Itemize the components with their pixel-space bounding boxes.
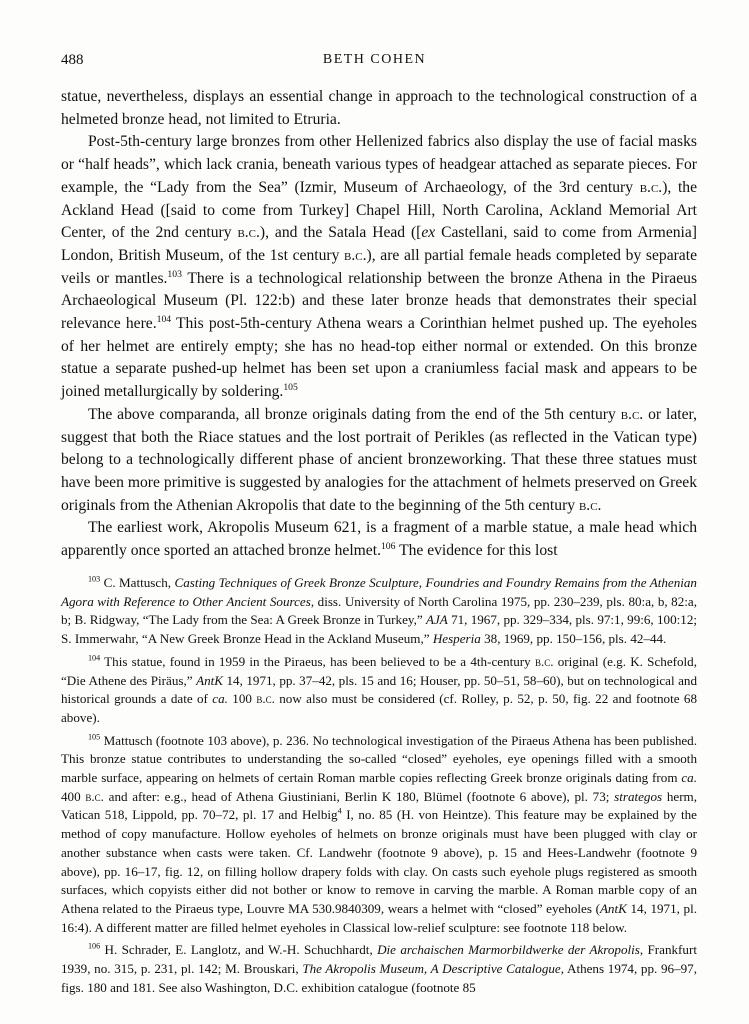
paragraph-2: Post-5th-century large bronzes from other Hellenized fabrics also display the use of facial masks or “half heads”, which lack crania, beneath various types of headgear attached as separate pieces. For example, the “Lady from the Sea” (Izmir, Museum of Archaeology, of the 3rd century b.c.), the Ackland Head ([said to come from Turkey] Chapel Hill, North Carolina, Ackland Memorial Art Center, of the 2nd century b.c.), and the Satala Head ([ex Castellani, said to come from Armenia] London, British Museum, of the 1st century b.c.), are all partial female heads completed by separate veils or mantles.$^{103}$ There is a technological relationship between the bronze Athena in the Piraeus Archaeological Museum (Pl. 122:b) and these later bronze heads that demonstrates their special relevance here.$^{104}$ This post-5th-century Athena wears a Corinthian helmet pushed up. The eyeholes of her helmet are entirely empty; she has no head-top either normal or extended. On this bronze statue a separate pushed-up helmet has been set upon a craniumless facial mask and appears to be joined metallurgically by soldering.$^{105}$	[61, 133, 698, 401]
footnote-103: $^{103}$ C. Mattusch, Casting Techniques of Greek Bronze Sculpture, Foundries and Foundry Remains from the Athenian Agora with Reference to Other Ancient Sources, diss. University of North Carolina 1975, pp. 230–239, pls. 80:a, b, 82:a, b; B. Ridgway, “The Lady from the Sea: A Greek Bronze in Turkey,” AJA 71, 1967, pp. 329–334, pls. 97:1, 99:6, 100:12; S. Immerwahr, “A New Greek Bronze Head in the Ackland Museum,” Hesperia 38, 1969, pp. 150–156, pls. 42–44.	[61, 574, 697, 647]
footnote-105: $^{105}$ Mattusch (footnote 103 above), p. 236. No technological investigation of the Piraeus Athena has been published. This bronze statue contributes to understanding the so-called “closed” eyeholes, eye openings filled with a smooth marble surface, appearing on helmets of certain Roman marble copies reflecting Greek bronze originals dating from ca. 400 b.c. and after: e.g., head of Athena Giustiniani, Berlin K 180, Blümel (footnote 6 above), pl. 73; strategos herm, Vatican 518, Lippold, pp. 70–72, pl. 17 and Helbig$^4$ I, no. 85 (H. von Heintze). This feature may be explained by the method of copy manufacture. Hollow eyeholes of helmets on bronze originals must have been plugged with clay or another substance when casts were taken. Cf. Landwehr (footnote 9 above), p. 15 and Hees-Landwehr (footnote 9 above), pp. 16–17, fig. 12, on filling hollow drapery folds with clay. On casts such eyehole plugs registered as smooth surfaces, which copyists either did not bother or know to remove in carving the marble. A Roman marble copy of an Athena related to the Piraeus type, Louvre MA 530.9840309, wears a helmet with “closed” eyeholes (AntK 14, 1971, pl. 16:4). A different matter are filled helmet eyeholes in Classical low-relief sculpture: see footnote 118 below.	[61, 732, 698, 935]
footnotes	[61, 574, 697, 1001]
footnote-ref[interactable]: 106	[380, 540, 396, 552]
footnote-104: $^{104}$ This statue, found in 1959 in the Piraeus, has been believed to be a 4th-century b.c. original (e.g. K. Schefold, “Die Athene des Piräus,” AntK 14, 1971, pp. 37–42, pls. 15 and 16; Houser, pp. 50–51, 58–60), but on technological and historical grounds a date of ca. 100 b.c. now also must be considered (cf. Rolley, p. 52, p. 50, fig. 22 and footnote 68 above).	[61, 653, 698, 725]
page-header	[61, 52, 688, 72]
body-text	[61, 86, 697, 563]
footnote-ref[interactable]: 105	[283, 381, 298, 393]
paragraph-1: statue, nevertheless, displays an essential change in approach to the technological construction of a helmeted bronze head, not limited to Etruria.	[61, 88, 697, 128]
paragraph-4: The earliest work, Akropolis Museum 621, is a fragment of a marble statue, a male head which apparently once sported an attached bronze helmet.$^{106}$ The evidence for this lost	[61, 519, 697, 560]
footnote-106: $^{106}$ H. Schrader, E. Langlotz, and W.-H. Schuchhardt, Die archaischen Marmorbildwerke der Akropolis, Frankfurt 1939, no. 315, p. 231, pl. 142; M. Brouskari, The Akropolis Museum, A Descriptive Catalogue, Athens 1974, pp. 96–97, figs. 180 and 181. See also Washington, D.C. exhibition catalogue (footnote 85	[61, 942, 698, 995]
footnote-ref[interactable]: 103	[167, 268, 182, 280]
paragraph-3: The above comparanda, all bronze originals dating from the end of the 5th century b.c. or later, suggest that both the Riace statues and the lost portrait of Perikles (as reflected in the Vatican type) belong to a technologically different phase of ancient bronzeworking. That these three statues must have been more primitive is suggested by analogies for the attachment of helmets preserved on Greek originals from the Athenian Akropolis that date to the beginning of the 5th century b.c.	[61, 405, 698, 514]
page-number: 488	[61, 52, 84, 68]
footnote-number: 105	[88, 732, 101, 742]
footnote-number: 104	[88, 653, 101, 663]
footnote-number: 106	[88, 942, 101, 951]
footnote-number: 103	[88, 574, 101, 584]
running-head: BETH COHEN	[322, 52, 427, 67]
footnote-ref[interactable]: 104	[156, 313, 172, 325]
